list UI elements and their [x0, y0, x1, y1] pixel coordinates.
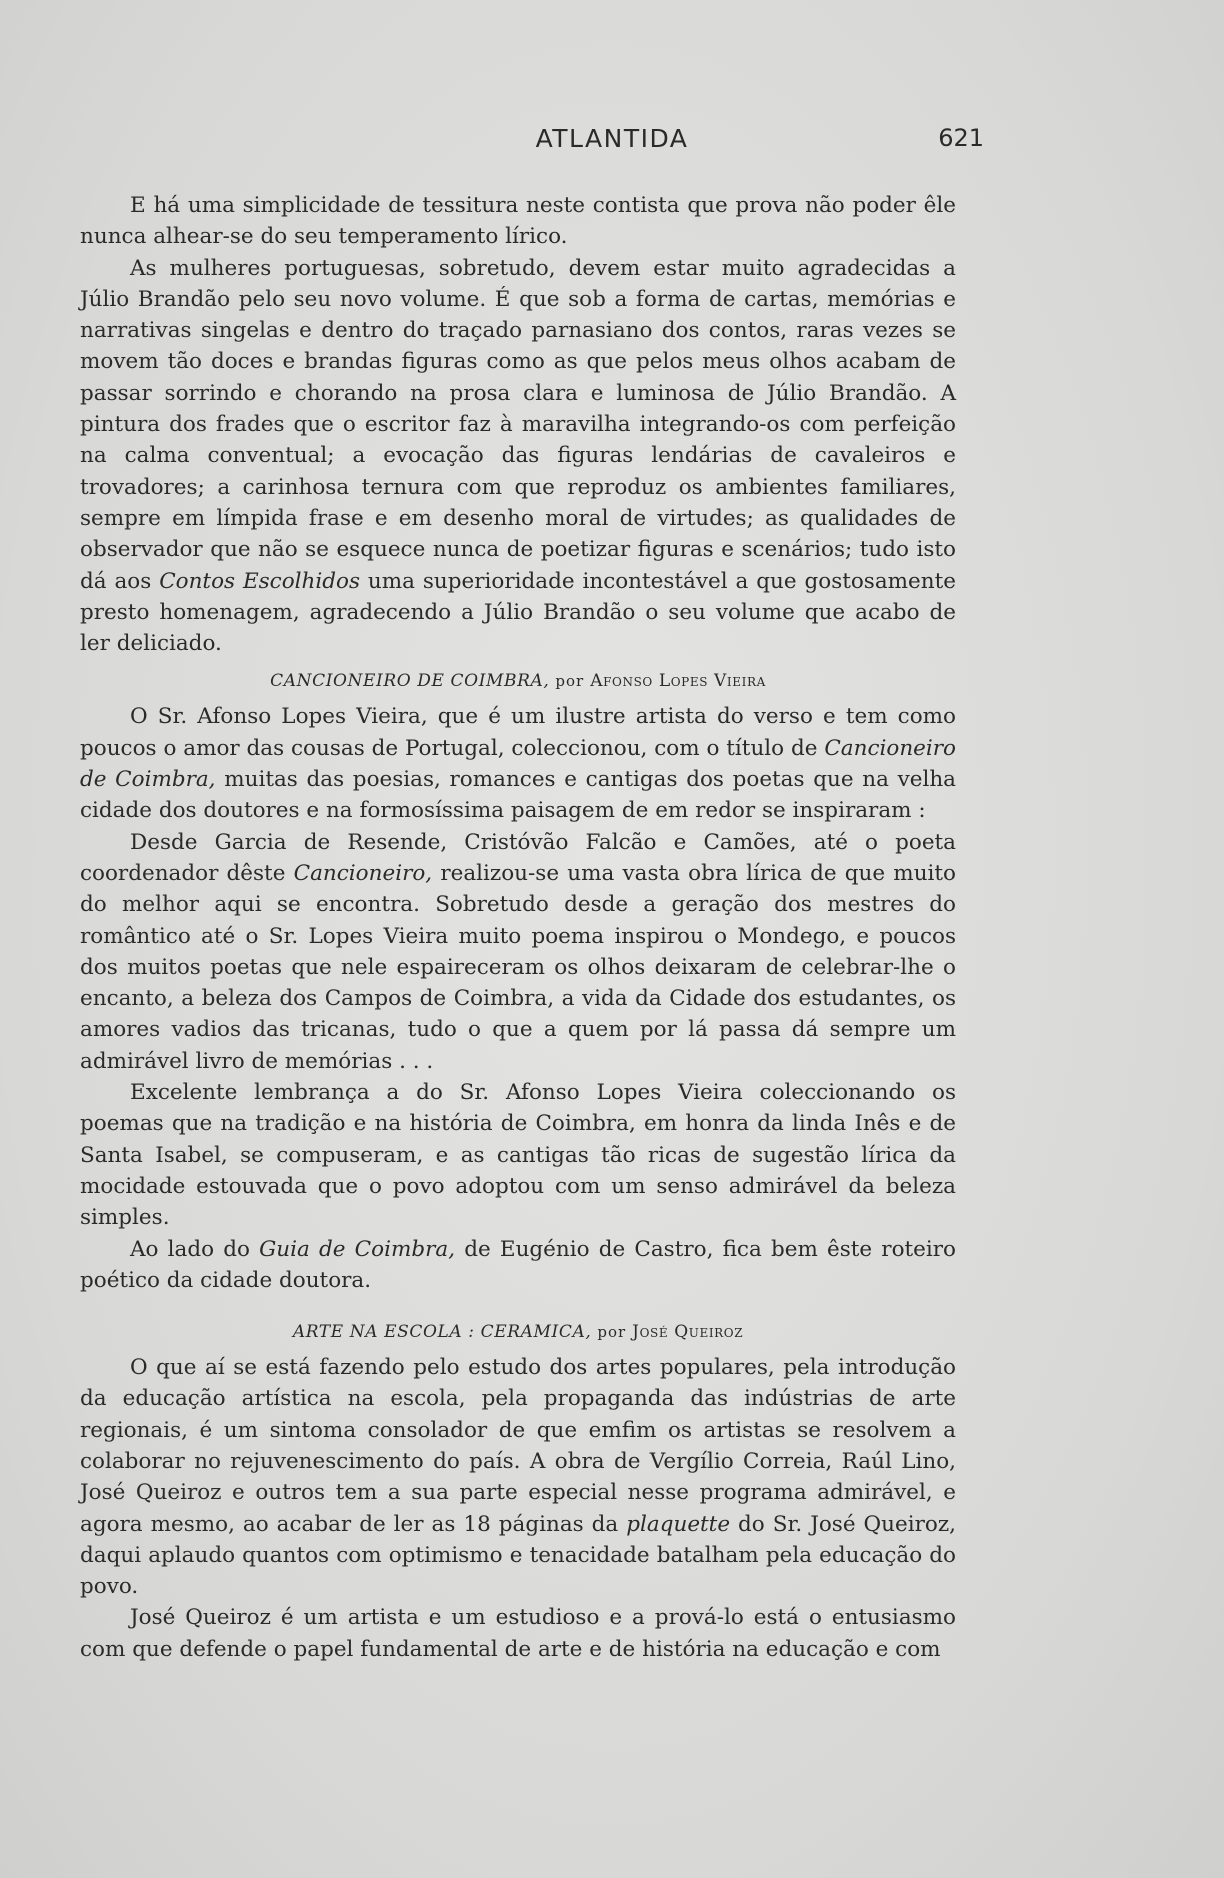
paragraph-afonso-lopes-vieira [80, 701, 956, 826]
text-block [80, 190, 956, 1665]
paragraph-mulheres-portuguesas [80, 253, 956, 660]
term-plaquette: plaquette [626, 1511, 731, 1537]
paragraph-text-end: muitas das poesias, romances e cantigas dos poetas que na velha cidade dos doutores e na formosíssima paisagem de em redor se inspiraram : [80, 767, 956, 824]
section-heading-cancioneiro [80, 669, 956, 693]
section-heading-arte-na-escola [80, 1320, 956, 1344]
paragraph-text: As mulheres portuguesas, sobretudo, devem estar muito agradecidas a Júlio Brandão pelo seu novo volume. É que sob a forma de cartas, memórias e narrativas singelas e dentro do traçado parnasiano dos contos, raras vezes se movem tão doces e brandas figuras como as que pelos meus olhos acabam de passar sorrindo e chorando na prosa clara e luminosa de Júlio Brandão. A pintura dos frades que o escritor faz à maravilha integrando-os com perfeição na calma conventual; a evocação das figuras lendárias de cavaleiros e trovadores; a carinhosa ternura com que reproduz os ambientes familiares, sempre em límpida frase e em desenho moral de virtudes; as qualidades de observador que não se esquece nunca de poetizar figuras e scenários; tudo isto dá aos [80, 255, 956, 594]
heading-title: ARTE NA ESCOLA : CERAMICA, [292, 1322, 592, 1343]
heading-author: Afonso Lopes Vieira [590, 671, 766, 692]
heading-author: José Queiroz [632, 1322, 744, 1343]
paragraph-excelente-lembranca: Excelente lembrança a do Sr. Afonso Lopes Vieira coleccionando os poemas que na tradição e na história de Coimbra, em honra da linda Inês e de Santa Isabel, se compuseram, e as cantigas tão ricas de sugestão lírica da mocidade estouvada que o povo adoptou com um senso admirável da beleza simples. [80, 1080, 956, 1231]
paragraph-text-end: uma superioridade incontestável a que gostosamente presto homenagem, agradecendo a Júlio Brandão o seu volume que acabo de ler deliciado. [80, 568, 956, 657]
paragraph-guia-de-coimbra [80, 1234, 956, 1297]
paragraph-artes-populares [80, 1352, 956, 1602]
paragraph-text-end: de Eugénio de Castro, fica bem êste roteiro poético da cidade doutora. [80, 1236, 956, 1293]
book-title-guia-de-coimbra: Guia de Coimbra, [259, 1236, 456, 1262]
paragraph-garcia-de-resende [80, 827, 956, 1077]
book-title-contos-escolhidos: Contos Escolhidos [159, 568, 361, 594]
paragraph-jose-queiroz: José Queiroz é um artista e um estudioso e a prová-lo está o entusiasmo com que defende o papel fundamental de arte e de história na educação e com [80, 1605, 956, 1662]
page-number: 621 [938, 124, 984, 152]
heading-by: por [555, 672, 585, 691]
section-gap [80, 1296, 956, 1310]
heading-title: CANCIONEIRO DE COIMBRA, [270, 671, 550, 692]
book-title-cancioneiro: Cancioneiro de Coimbra, [80, 735, 956, 793]
paragraph-text-end: realizou-se uma vasta obra lírica de que muito do melhor aqui se encontra. Sobretudo desde a geração dos mestres do romântico até o Sr. Lopes Vieira muito poema inspirou o Mondego, e poucos dos muitos poetas que nele espaireceram os olhos deixaram de celebrar-lhe o encanto, a beleza dos Campos de Coimbra, a vida da Cidade dos estudantes, os amores vadios das tricanas, tudo o que a quem por lá passa dá sempre um admirável livro de memórias . . . [80, 860, 956, 1074]
paragraph-text: O que aí se está fazendo pelo estudo dos artes populares, pela introdução da educação artística na escola, pela propaganda das indústrias de arte regionais, é um sintoma consolador de que emfim os artistas se resolvem a colaborar no rejuvenescimento do país. A obra de Vergílio Correia, Raúl Lino, José Queiroz e outros tem a sua parte especial nesse programa admirável, e agora mesmo, ao acabar de ler as 18 páginas da [80, 1355, 956, 1537]
paragraph-text-end: do Sr. José Queiroz, daqui aplaudo quantos com optimismo e tenacidade batalham pela educação do povo. [80, 1511, 956, 1600]
paragraph-text: Desde Garcia de Resende, Cristóvão Falcão e Camões, até o poeta coordenador dêste [80, 829, 956, 886]
book-title-cancioneiro-short: Cancioneiro, [293, 860, 433, 886]
heading-by: por [597, 1323, 627, 1342]
paragraph-text: Ao lado do [130, 1236, 250, 1262]
paragraph-text: O Sr. Afonso Lopes Vieira, que é um ilustre artista do verso e tem como poucos o amor das cousas de Portugal, coleccionou, com o título de [80, 704, 956, 761]
running-title: ATLANTIDA [535, 124, 689, 153]
paragraph-simplicidade: E há uma simplicidade de tessitura neste contista que prova não poder êle nunca alhear-se do seu temperamento lírico. [80, 193, 956, 250]
running-head [0, 124, 1224, 160]
